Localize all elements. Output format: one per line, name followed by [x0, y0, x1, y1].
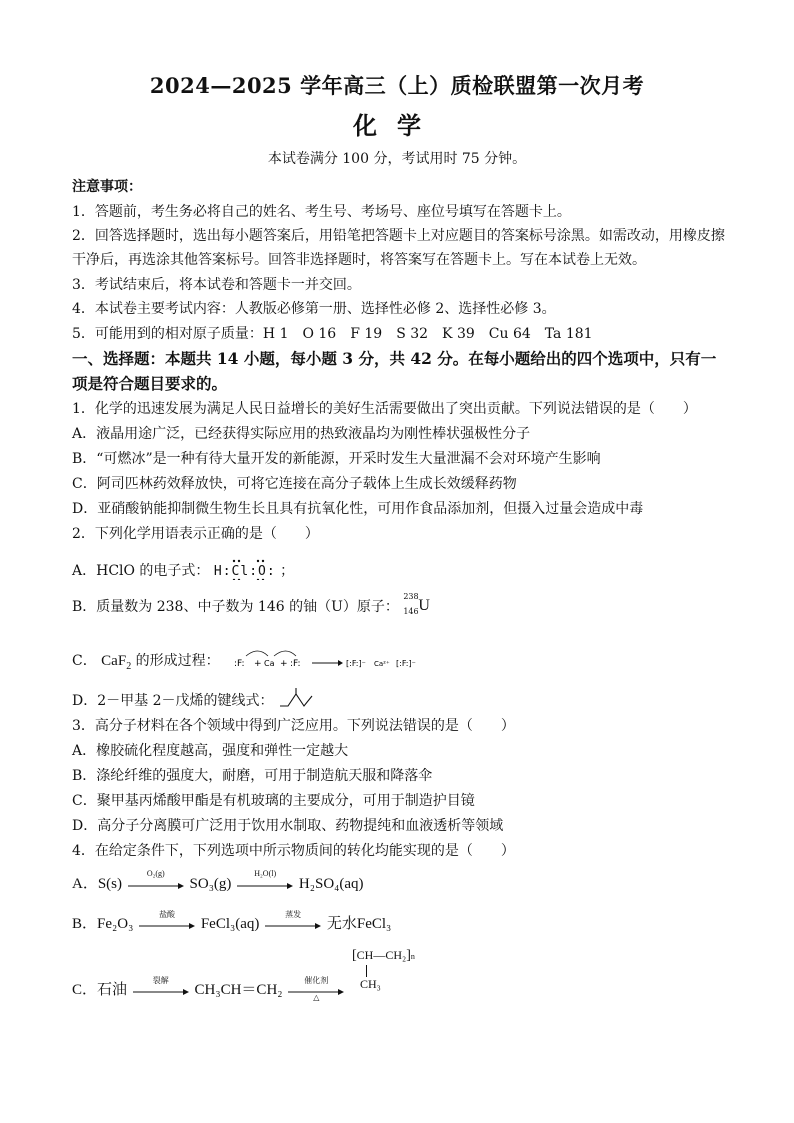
q3-stem: 3．高分子材料在各个领域中得到广泛应用。下列说法错误的是（ ）	[72, 718, 515, 734]
hclo-electron-formula: H:Cl:O:	[214, 564, 276, 579]
neutron-number: 146	[403, 607, 419, 616]
caf2-formula: CaF$_2$	[101, 653, 132, 672]
note-5: 5．可能用到的相对原子质量：H 1 O 16 F 19 S 32 K 39 Cu 64 Ta 181	[72, 326, 593, 342]
q4-a-label: A．	[72, 876, 98, 892]
polypropylene-structure	[352, 948, 432, 996]
q1-option-c: C．阿司匹林药效释放快，可将它连接在高分子载体上生成长效缓释药物	[72, 476, 517, 492]
q1-option-d: D．亚硝酸钠能抑制微生物生长且具有抗氧化性，可用作食品添加剂，但摄入过量会造成中毒	[72, 501, 644, 517]
lone-pair-dots	[214, 558, 276, 580]
q2-c-text: C．	[72, 653, 97, 669]
q2-c-tail: 的形成过程：	[135, 653, 220, 669]
exam-title: 2024—2025 学年高三（上）质检联盟第一次月考	[149, 73, 645, 98]
note-3: 3．考试结束后，将本试卷和答题卡一并交回。	[72, 277, 361, 293]
svg-text:Ca: Ca	[264, 659, 275, 668]
q1-stem: 1．化学的迅速发展为满足人民日益增长的美好生活需要做出了突出贡献。下列说法错误的是（ ）	[72, 401, 697, 417]
caf2-formation-diagram	[230, 644, 430, 678]
uranium-nuclide-symbol	[403, 592, 433, 616]
q3-option-a: A．橡胶硫化程度越高，强度和弹性一定越大	[72, 743, 349, 759]
q4-option-b	[72, 909, 392, 933]
q4-a-species-2: SO₃(g)	[189, 876, 232, 892]
q2-d-text: D．2－甲基 2－戊烯的键线式：	[72, 693, 274, 709]
q4-c-species-1: 石油	[97, 982, 128, 998]
polymer-bracket-left: [	[352, 948, 357, 963]
subject-title: 化学	[353, 111, 441, 140]
q2-a-tail: ；	[280, 563, 295, 579]
svg-text:+: +	[254, 659, 262, 669]
q3-option-c: C．聚甲基丙烯酸甲酯是有机玻璃的主要成分，可用于制造护目镜	[72, 793, 475, 809]
reaction-arrow: 裂解	[133, 984, 189, 998]
q2-stem: 2．下列化学用语表示正确的是（ ）	[72, 526, 319, 542]
notes-heading: 注意事项：	[72, 179, 142, 195]
q4-b-species-1: Fe₂O₃	[97, 916, 134, 932]
svg-text::F:: :F:	[290, 659, 301, 669]
q2-option-b	[72, 592, 433, 616]
note-2a: 2．回答选择题时，选出每小题答案后，用铅笔把答题卡上对应题目的答案标号涂黑。如需改动，用橡皮擦	[72, 228, 725, 244]
svg-text:[:F:]⁻: [:F:]⁻	[396, 659, 416, 668]
svg-text:[:F:]⁻: [:F:]⁻	[346, 659, 366, 668]
reaction-arrow: 蒸发	[265, 918, 321, 932]
reaction-arrow: O₂(g)	[128, 878, 184, 892]
svg-text:Ca²⁺: Ca²⁺	[374, 660, 390, 668]
mass-number: 238	[403, 592, 419, 601]
q2-option-a	[72, 560, 294, 580]
q1-option-a: A．液晶用途广泛，已经获得实际应用的热致液晶均为刚性棒状强极性分子	[72, 426, 531, 442]
q3-option-d: D．高分子分离膜可广泛用于饮用水制取、药物提纯和血液透析等领域	[72, 818, 504, 834]
q2-option-c	[72, 644, 430, 678]
q4-option-a	[72, 868, 364, 893]
q2-b-text: B．质量数为 238、中子数为 146 的铀（U）原子：	[72, 599, 399, 615]
q4-stem: 4．在给定条件下，下列选项中所示物质间的转化均能实现的是（ ）	[72, 843, 515, 859]
methyl-bond	[366, 965, 367, 977]
q4-b-species-2: FeCl₃(aq)	[200, 916, 260, 932]
polymer-bracket-right: ]	[406, 948, 411, 963]
q4-c-label: C．	[72, 982, 98, 998]
note-1: 1．答题前，考生务必将自己的姓名、考生号、考场号、座位号填写在答题卡上。	[72, 204, 571, 220]
q4-b-label: B．	[72, 916, 98, 932]
exam-info: 本试卷满分 100 分，考试用时 75 分钟。	[267, 151, 527, 167]
q4-b-species-3: 无水FeCl₃	[326, 916, 392, 932]
skeletal-formula-diagram	[278, 688, 318, 714]
q4-option-c	[72, 975, 346, 1002]
q2-option-d	[72, 688, 318, 714]
section-1-heading: 一、选择题：本题共 14 小题，每小题 3 分，共 42 分。在每小题给出的四个选项中，只有一	[72, 349, 717, 368]
note-2b: 干净后，再选涂其他答案标号。回答非选择题时，将答案写在答题卡上。写在本试卷上无效。	[72, 252, 646, 268]
reaction-arrow: H₂O(l)	[237, 878, 293, 892]
q3-option-b: B．涤纶纤维的强度大，耐磨，可用于制造航天服和降落伞	[72, 768, 433, 784]
svg-text:+: +	[280, 659, 288, 669]
reaction-arrow: 盐酸	[139, 918, 195, 932]
polymer-repeat-unit: CH—CH₂	[356, 948, 407, 962]
polymer-degree: n	[410, 952, 415, 961]
methyl-group: CH₃	[360, 977, 381, 991]
section-1-heading-2: 项是符合题目要求的。	[72, 374, 228, 393]
q4-c-species-2: CH₃CH＝CH₂	[194, 982, 283, 998]
reaction-arrow: 催化剂 △	[288, 984, 344, 998]
q4-a-species-3: H₂SO₄(aq)	[298, 876, 364, 892]
svg-text::F:: :F:	[234, 659, 245, 669]
element-symbol: U	[418, 597, 430, 614]
q4-a-species-1: S(s)	[97, 876, 123, 892]
q2-a-text: A．HClO 的电子式：	[72, 563, 210, 579]
note-4: 4．本试卷主要考试内容：人教版必修第一册、选择性必修 2、选择性必修 3。	[72, 301, 556, 317]
q1-option-b: B．“可燃冰”是一种有待大量开发的新能源，开采时发生大量泄漏不会对环境产生影响	[72, 451, 601, 467]
